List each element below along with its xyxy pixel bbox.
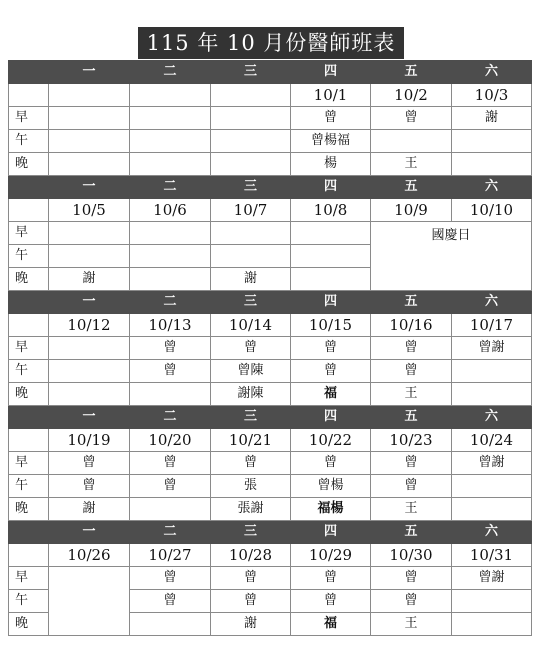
shift-cell: 王 xyxy=(371,498,452,521)
period-label: 午 xyxy=(9,475,49,498)
shift-row-evening xyxy=(9,498,532,521)
shift-cell: 曾 xyxy=(49,452,130,475)
weekday-header-row xyxy=(9,406,532,429)
shift-row-morning xyxy=(9,337,532,360)
shift-cell xyxy=(130,613,211,636)
shift-row-evening xyxy=(9,153,532,176)
weekday-header: 五 xyxy=(371,406,452,429)
date-cell: 10/21 xyxy=(211,429,291,452)
shift-cell xyxy=(49,245,130,268)
weekday-header-row xyxy=(9,291,532,314)
shift-cell xyxy=(130,268,211,291)
period-label: 午 xyxy=(9,360,49,383)
shift-cell: 王 xyxy=(371,153,452,176)
shift-cell xyxy=(211,130,291,153)
shift-cell: 福楊 xyxy=(291,498,371,521)
weekday-header-row xyxy=(9,61,532,84)
date-cell: 10/23 xyxy=(371,429,452,452)
date-cell: 10/12 xyxy=(49,314,130,337)
shift-cell xyxy=(49,383,130,406)
shift-cell: 張謝 xyxy=(211,498,291,521)
shift-cell: 曾 xyxy=(291,360,371,383)
date-cell xyxy=(211,84,291,107)
shift-cell xyxy=(291,222,371,245)
date-cell: 10/26 xyxy=(49,544,130,567)
shift-cell: 曾 xyxy=(130,475,211,498)
period-label: 早 xyxy=(9,567,49,590)
date-cell: 10/17 xyxy=(452,314,532,337)
shift-cell xyxy=(49,153,130,176)
weekday-header: 三 xyxy=(211,406,291,429)
period-label: 晚 xyxy=(9,498,49,521)
shift-cell: 曾謝 xyxy=(452,452,532,475)
schedule-table xyxy=(8,60,532,636)
header-blank-cell xyxy=(9,406,49,429)
shift-cell xyxy=(49,130,130,153)
shift-row-morning xyxy=(9,107,532,130)
shift-cell: 王 xyxy=(371,383,452,406)
date-blank-cell xyxy=(9,314,49,337)
weekday-header: 六 xyxy=(452,521,532,544)
date-row xyxy=(9,429,532,452)
shift-row-afternoon xyxy=(9,360,532,383)
header-blank-cell xyxy=(9,291,49,314)
shift-cell: 曾 xyxy=(291,567,371,590)
shift-cell: 曾 xyxy=(211,590,291,613)
date-blank-cell xyxy=(9,544,49,567)
shift-cell: 曾 xyxy=(130,337,211,360)
shift-cell xyxy=(291,245,371,268)
shift-cell: 曾 xyxy=(371,337,452,360)
date-cell: 10/14 xyxy=(211,314,291,337)
shift-cell xyxy=(49,360,130,383)
date-cell: 10/15 xyxy=(291,314,371,337)
date-row xyxy=(9,314,532,337)
header-blank-cell xyxy=(9,176,49,199)
period-label: 晚 xyxy=(9,153,49,176)
shift-cell xyxy=(130,153,211,176)
shift-cell xyxy=(130,498,211,521)
shift-cell xyxy=(452,475,532,498)
header-blank-cell xyxy=(9,61,49,84)
shift-cell: 曾 xyxy=(211,452,291,475)
shift-cell xyxy=(130,383,211,406)
weekday-header: 四 xyxy=(291,291,371,314)
shift-cell xyxy=(130,130,211,153)
date-cell: 10/7 xyxy=(211,199,291,222)
shift-cell: 曾 xyxy=(371,475,452,498)
shift-cell xyxy=(211,107,291,130)
weekday-header: 四 xyxy=(291,61,371,84)
holiday-note: 國慶日 xyxy=(371,222,532,291)
page-title: 115 年 10 月份醫師班表 xyxy=(138,27,404,59)
date-row xyxy=(9,544,532,567)
weekday-header: 三 xyxy=(211,176,291,199)
date-cell: 10/2 xyxy=(371,84,452,107)
weekday-header: 六 xyxy=(452,291,532,314)
weekday-header: 二 xyxy=(130,61,211,84)
shift-row-morning xyxy=(9,567,532,590)
period-label: 午 xyxy=(9,245,49,268)
weekday-header: 二 xyxy=(130,521,211,544)
shift-row-morning xyxy=(9,452,532,475)
date-row xyxy=(9,199,532,222)
shift-cell xyxy=(49,567,130,636)
shift-cell: 曾 xyxy=(130,452,211,475)
weekday-header: 一 xyxy=(49,291,130,314)
shift-cell: 謝 xyxy=(49,268,130,291)
shift-cell: 謝 xyxy=(452,107,532,130)
header-blank-cell xyxy=(9,521,49,544)
weekday-header: 五 xyxy=(371,291,452,314)
weekday-header: 四 xyxy=(291,521,371,544)
date-cell: 10/10 xyxy=(452,199,532,222)
date-cell: 10/30 xyxy=(371,544,452,567)
period-label: 晚 xyxy=(9,268,49,291)
shift-cell xyxy=(452,613,532,636)
date-cell xyxy=(49,84,130,107)
shift-cell: 曾 xyxy=(130,590,211,613)
period-label: 早 xyxy=(9,337,49,360)
shift-cell: 曾 xyxy=(291,107,371,130)
weekday-header: 二 xyxy=(130,176,211,199)
date-cell: 10/16 xyxy=(371,314,452,337)
date-cell: 10/1 xyxy=(291,84,371,107)
date-cell: 10/20 xyxy=(130,429,211,452)
date-row xyxy=(9,84,532,107)
shift-cell xyxy=(49,107,130,130)
shift-cell xyxy=(291,268,371,291)
date-cell: 10/27 xyxy=(130,544,211,567)
period-label: 早 xyxy=(9,222,49,245)
shift-cell: 福 xyxy=(291,613,371,636)
date-cell: 10/22 xyxy=(291,429,371,452)
period-label: 晚 xyxy=(9,383,49,406)
date-cell: 10/29 xyxy=(291,544,371,567)
weekday-header: 三 xyxy=(211,291,291,314)
date-cell: 10/24 xyxy=(452,429,532,452)
shift-cell: 曾 xyxy=(291,452,371,475)
date-cell: 10/31 xyxy=(452,544,532,567)
weekday-header: 六 xyxy=(452,61,532,84)
weekday-header: 三 xyxy=(211,521,291,544)
weekday-header: 六 xyxy=(452,176,532,199)
shift-row-afternoon xyxy=(9,130,532,153)
shift-cell: 曾 xyxy=(371,107,452,130)
shift-cell xyxy=(452,590,532,613)
weekday-header: 一 xyxy=(49,521,130,544)
shift-cell xyxy=(49,337,130,360)
shift-cell: 楊 xyxy=(291,153,371,176)
weekday-header: 五 xyxy=(371,521,452,544)
date-cell: 10/19 xyxy=(49,429,130,452)
weekday-header: 二 xyxy=(130,406,211,429)
weekday-header-row xyxy=(9,521,532,544)
shift-cell: 曾陳 xyxy=(211,360,291,383)
shift-cell: 曾 xyxy=(130,567,211,590)
shift-cell xyxy=(49,222,130,245)
shift-cell: 曾 xyxy=(371,567,452,590)
period-label: 早 xyxy=(9,107,49,130)
shift-cell: 曾謝 xyxy=(452,337,532,360)
date-cell: 10/6 xyxy=(130,199,211,222)
shift-cell: 曾 xyxy=(49,475,130,498)
shift-row-afternoon xyxy=(9,475,532,498)
shift-cell xyxy=(452,153,532,176)
shift-row-morning xyxy=(9,222,532,245)
date-cell: 10/13 xyxy=(130,314,211,337)
shift-cell: 曾 xyxy=(371,452,452,475)
shift-cell xyxy=(211,222,291,245)
shift-cell: 謝陳 xyxy=(211,383,291,406)
period-label: 早 xyxy=(9,452,49,475)
shift-cell xyxy=(371,130,452,153)
shift-cell: 張 xyxy=(211,475,291,498)
period-label: 午 xyxy=(9,590,49,613)
shift-cell: 曾謝 xyxy=(452,567,532,590)
shift-cell xyxy=(130,107,211,130)
date-cell: 10/8 xyxy=(291,199,371,222)
weekday-header: 一 xyxy=(49,61,130,84)
period-label: 晚 xyxy=(9,613,49,636)
period-label: 午 xyxy=(9,130,49,153)
weekday-header: 五 xyxy=(371,61,452,84)
weekday-header: 六 xyxy=(452,406,532,429)
date-blank-cell xyxy=(9,84,49,107)
shift-cell: 曾楊 xyxy=(291,475,371,498)
date-cell: 10/5 xyxy=(49,199,130,222)
shift-cell: 曾楊福 xyxy=(291,130,371,153)
shift-cell xyxy=(130,222,211,245)
weekday-header-row xyxy=(9,176,532,199)
shift-cell xyxy=(452,360,532,383)
shift-cell: 謝 xyxy=(49,498,130,521)
shift-cell: 謝 xyxy=(211,613,291,636)
shift-cell: 謝 xyxy=(211,268,291,291)
shift-cell: 曾 xyxy=(291,590,371,613)
shift-cell: 曾 xyxy=(211,567,291,590)
date-cell xyxy=(130,84,211,107)
weekday-header: 四 xyxy=(291,406,371,429)
shift-cell: 曾 xyxy=(371,360,452,383)
shift-cell: 曾 xyxy=(211,337,291,360)
shift-cell xyxy=(452,383,532,406)
shift-cell: 曾 xyxy=(371,590,452,613)
shift-cell xyxy=(452,130,532,153)
shift-cell xyxy=(211,153,291,176)
shift-cell xyxy=(130,245,211,268)
weekday-header: 五 xyxy=(371,176,452,199)
date-cell: 10/9 xyxy=(371,199,452,222)
date-blank-cell xyxy=(9,429,49,452)
weekday-header: 四 xyxy=(291,176,371,199)
weekday-header: 一 xyxy=(49,176,130,199)
shift-cell xyxy=(211,245,291,268)
shift-row-evening xyxy=(9,383,532,406)
shift-cell xyxy=(452,498,532,521)
shift-cell: 福 xyxy=(291,383,371,406)
weekday-header: 三 xyxy=(211,61,291,84)
date-blank-cell xyxy=(9,199,49,222)
date-cell: 10/28 xyxy=(211,544,291,567)
shift-cell: 王 xyxy=(371,613,452,636)
date-cell: 10/3 xyxy=(452,84,532,107)
shift-cell: 曾 xyxy=(130,360,211,383)
weekday-header: 一 xyxy=(49,406,130,429)
weekday-header: 二 xyxy=(130,291,211,314)
shift-cell: 曾 xyxy=(291,337,371,360)
